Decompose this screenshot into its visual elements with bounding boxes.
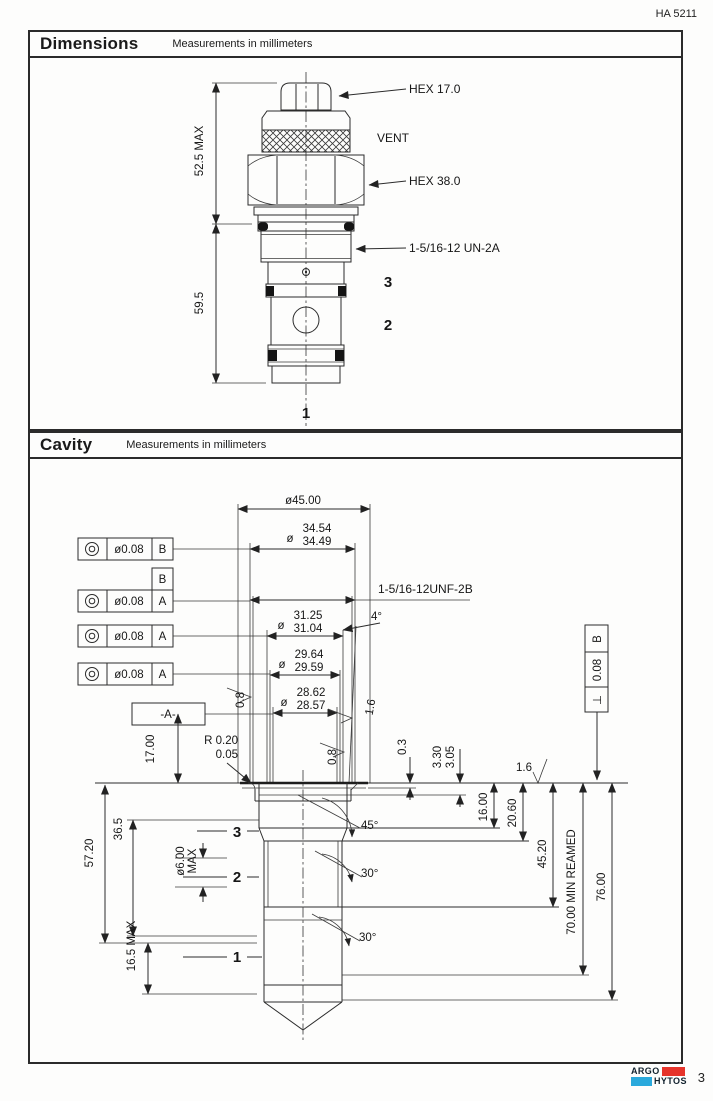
dim-20-60: 20.60 (507, 798, 519, 828)
dia-symbol-28: ø (280, 697, 288, 709)
doc-number: HA 5211 (655, 8, 697, 20)
dim-6-00-max: MAX (187, 848, 199, 874)
dim-28-62: 28.62 (296, 687, 326, 699)
finish-0-8-right: 0.8 (327, 749, 339, 765)
dim-bore-45: ø45.00 (285, 495, 321, 507)
perp-datum: B (592, 635, 604, 643)
valve-port-1: 1 (301, 405, 311, 422)
dim-6-00: ø6.00 (175, 846, 187, 876)
dim-29-59: 29.59 (294, 662, 324, 674)
angle-30-upper: 30° (361, 868, 379, 880)
dim-29-64: 29.64 (294, 649, 324, 661)
dim-0-3: 0.3 (397, 739, 409, 755)
perpendicularity-icon: ⊥ (592, 694, 604, 706)
dim-radius-r020: R 0.20 (204, 735, 238, 747)
label-hex-17: HEX 17.0 (409, 82, 461, 96)
dimensions-title: Dimensions (40, 34, 139, 53)
dim-59-5: 59.5 (194, 291, 206, 315)
label-thread-un2a: 1-5/16-12 UN-2A (409, 241, 500, 255)
logo-red-block-icon (662, 1067, 685, 1076)
valve-port-2: 2 (383, 317, 393, 334)
page-number: 3 (697, 1070, 705, 1085)
gdt4-tolerance: ø0.08 (114, 669, 144, 681)
dim-3-05: 3.05 (445, 745, 457, 769)
logo-argo-text: ARGO (631, 1066, 660, 1076)
finish-1-6-taper: 1.6 (363, 698, 379, 717)
cavity-header (30, 433, 681, 459)
dim-3-30: 3.30 (432, 745, 444, 769)
cavity-port-1: 1 (232, 949, 242, 966)
logo-hytos-text: HYTOS (654, 1076, 687, 1086)
gdt3-datum: A (158, 631, 167, 643)
dim-radius-005: 0.05 (215, 749, 238, 761)
valve-port-3: 3 (383, 274, 393, 291)
cavity-section (28, 431, 683, 1064)
dim-31-25: 31.25 (293, 610, 323, 622)
dim-57-20: 57.20 (84, 838, 96, 868)
dim-17-00: 17.00 (145, 734, 157, 764)
datum-a-label: -A- (160, 709, 176, 721)
dim-36-5: 36.5 (113, 817, 125, 841)
dim-52-5-max: 52.5 MAX (194, 125, 206, 177)
dia-symbol-34: ø (286, 533, 294, 545)
dim-16-5-max: 16.5 MAX (126, 920, 138, 972)
cavity-subtitle: Measurements in millimeters (126, 439, 267, 451)
gdt4-datum: A (158, 669, 167, 681)
gdt2-tolerance: ø0.08 (114, 596, 144, 608)
gdt1-tolerance: ø0.08 (114, 544, 144, 556)
angle-30-lower: 30° (359, 932, 377, 944)
dia-symbol-31: ø (277, 620, 285, 632)
dim-34-49: 34.49 (302, 536, 332, 548)
cavity-port-2: 2 (232, 869, 242, 886)
finish-1-6-surface: 1.6 (516, 762, 532, 774)
dim-45-20: 45.20 (537, 839, 549, 869)
brand-logo (631, 1066, 691, 1086)
dim-28-57: 28.57 (296, 700, 326, 712)
label-thread-unf2b: 1-5/16-12UNF-2B (378, 582, 473, 596)
cavity-title: Cavity (40, 435, 93, 454)
perp-tolerance: 0.08 (592, 658, 604, 682)
dimensions-subtitle: Measurements in millimeters (172, 38, 313, 50)
angle-45: 45° (361, 820, 379, 832)
dimensions-section (28, 30, 683, 431)
gdt2-datum: A (158, 596, 167, 608)
gdt1-datum: B (158, 544, 167, 556)
label-hex-38: HEX 38.0 (409, 174, 461, 188)
cavity-port-3: 3 (232, 824, 242, 841)
dim-taper-4deg: 4° (371, 611, 382, 623)
gdt2-datum-b: B (158, 574, 167, 586)
gdt3-tolerance: ø0.08 (114, 631, 144, 643)
dia-symbol-29: ø (278, 659, 286, 671)
dim-31-04: 31.04 (293, 623, 323, 635)
dim-70-00-min-reamed: 70.00 MIN REAMED (566, 829, 578, 935)
label-vent: VENT (377, 131, 410, 145)
dim-16-00: 16.00 (478, 792, 490, 822)
dimensions-header (30, 32, 681, 58)
finish-0-8-left: 0.8 (235, 692, 247, 708)
dim-76-00: 76.00 (596, 872, 608, 902)
dim-34-54: 34.54 (302, 523, 332, 535)
logo-cyan-block-icon (631, 1077, 652, 1086)
